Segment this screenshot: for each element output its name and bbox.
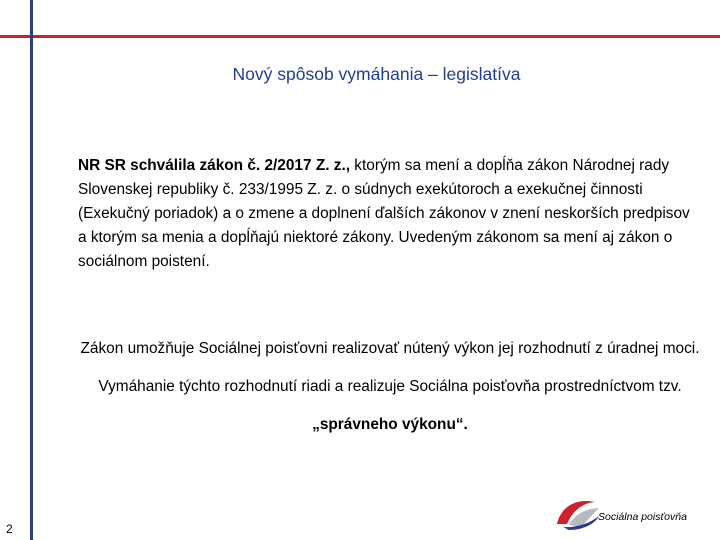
law-description: ktorým sa mení a dopĺňa zákon Národnej rady Slovenskej republiky č. 233/1995 Z. z. o súdnych exekútoroch a exekučnej činnosti (Exekučný poriadok) a o zmene a doplnení ďalších zákonov v znení neskorších predpisov a ktorým sa menia a dopĺňajú niektoré zákony. Uvedeným zákonom sa mení aj zákon o sociálnom poistení. <box>78 157 690 270</box>
top-red-rule <box>0 35 720 38</box>
paragraph-law-passed <box>78 154 698 274</box>
logo-label: Sociálna poisťovňa <box>598 511 687 523</box>
enforcement-description: Zákon umožňuje Sociálnej poisťovni realizovať nútený výkon jej rozhodnutí z úradnej moci. Vymáhanie týchto rozhodnutí riadi a realizuje Sociálna poisťovňa prostredníctvom tzv. <box>80 340 700 395</box>
enforcement-term: „správneho výkonu“. <box>312 416 468 433</box>
law-citation: NR SR schválila zákon č. 2/2017 Z. z., <box>78 157 351 174</box>
slide-title: Nový spôsob vymáhania – legislatíva <box>232 64 521 84</box>
paragraph-enforcement <box>70 330 710 444</box>
socialna-poistovna-logo-icon <box>553 494 603 530</box>
page-number: 2 <box>6 522 13 536</box>
